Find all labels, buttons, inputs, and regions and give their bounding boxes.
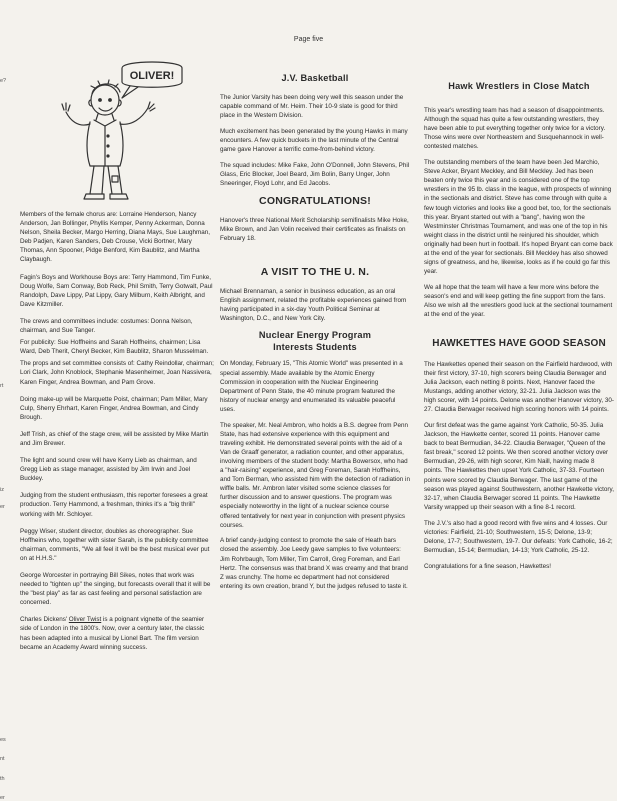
jv-basketball-paragraph: Much excitement has been generated by the young Hawks in many encounters. A few quick buckets in the last minute of the Central game gave Hanover a terrific come-from-behind victory. — [220, 127, 408, 154]
chorus-paragraph: Doing make-up will be Marquette Poist, chairman; Pam Miller, Mary Culp, Sherry Ehrhart, Karen Finger, Andrea Bowman, and Cindy Brough. — [20, 395, 208, 421]
chorus-paragraph-last — [20, 615, 215, 651]
wrestlers-paragraph: The outstanding members of the team have been Jed Marchio, Steve Acker, Bryant Meckley, and Bill Meckley. Jed has been beaten only twice this year and is considered one of the top wrestlers in the 95 lb. class in the league, with prospects of winning in the sectionals and district. Steve has come through with quite a few tough victories and looks like a good bet, too, for the sectionals this year. Bryant started out with a "bang", having won the Westminster Christmas Tournament, and was one of the top in his weight class in the district until he reinjured his shoulder, which originally had been hurt in football. It's hoped Bryant can come back at the end of the year for sectionals. Bill Meckley has also showed signs of greatness, and he, likewise, looks as if he could go far this year. — [424, 159, 613, 276]
congratulations-heading: CONGRATULATIONS! — [259, 194, 371, 207]
page-number: Page five — [293, 36, 324, 43]
margin-fragment: er — [0, 795, 5, 801]
chorus-last-pre: Charles Dickens' — [20, 616, 69, 624]
jv-basketball-paragraph: The Junior Varsity has been doing very well this season under the capable command of Mr. Heim. Their 10-9 slate is good for third place in the Western Division. — [220, 94, 404, 120]
nuclear-energy-paragraph: On Monday, February 15, "This Atomic World" was presented in a special assembly. Made available by the Atomic Energy Commission in cooperation with the Nuclear Engineering Department of Penn State, the 40 minute program featured the history of nuclear energy and enumerated its valuable peaceful uses. — [220, 360, 403, 413]
hawkettes-paragraph: The Hawkettes opened their season on the Fairfield hardwood, with their first victory, 37-10, high scorers being Claudia Berwager and Julia Jackson, each netting 8 points. Next, Hanover faced the Mustangs, adding another victory, 32-21. Julia Jackson was the high scorer, with 14 points. Delone was another Hanover victory, 30-27. Claudia Berwager received high scoring honors with 14 points. — [424, 360, 614, 414]
nuclear-energy-paragraph: A brief candy-judging contest to promote the sale of Heath bars closed the assembly. Joe Leedy gave samples to five volunteers: Jim Rohrbaugh, Tom Miller, Tim Carroll, Greg Foreman, and Earl Hertz. The consensus was that brand X was creamy and that brand Z was crunchy. The home ec department had not considered entering its own creation, brand Y, but the judges refused to taste it. — [220, 537, 408, 590]
chorus-paragraph: George Worcester in portraying Bill Sikes, notes that work was needed to "tighten up" the singing, but forecasts overall that it will be the "best play" as far as cast feeling and personal satisfaction are concerned. — [20, 572, 211, 607]
nuclear-energy-heading-line2: Interests Students — [273, 342, 357, 353]
speech-bubble-text: OLIVER! — [129, 70, 175, 82]
hawkettes-heading: HAWKETTES HAVE GOOD SEASON — [432, 337, 606, 349]
visit-un-paragraph: Michael Brennaman, a senior in business education, as an oral English assignment, related the profitable experiences gained from having participated in a six-day Youth Political Seminar at Washington, D.C., and New York City. — [220, 287, 407, 322]
margin-fragment: rt — [0, 383, 4, 389]
wrestlers-heading: Hawk Wrestlers in Close Match — [448, 81, 590, 91]
margin-fragment: er — [0, 504, 5, 510]
margin-fragment: e? — [0, 78, 7, 84]
nuclear-energy-heading-line1: Nuclear Energy Program — [258, 330, 372, 341]
chorus-paragraph: Jeff Trish, as chief of the stage crew, will be assisted by Mike Martin and Jim Brewer. — [20, 430, 209, 447]
visit-un-heading: A VISIT TO THE U. N. — [260, 265, 370, 278]
chorus-paragraph: Fagin's Boys and Workhouse Boys are: Terry Hammond, Tim Funke, Doug Wolfe, Sam Conway, Bob Reck, Phil Smith, Terry Gotwalt, Paul Randolph, Dave Lippy, Pat Lippy, Gary Milburn, Keith Albright, and Dave Kitzmiller. — [20, 273, 213, 308]
oliver-cartoon-illustration — [60, 58, 190, 208]
congratulations-paragraph: Hanover's three National Merit Scholarship semifinalists Mike Hoke, Mike Brown, and Jan Volin received their certificates as finalists on February 18. — [220, 216, 409, 242]
jv-basketball-paragraph: The squad includes: Mike Fake, John O'Donnell, John Stevens, Phil Glass, Eric Blocker, Joel Beard, Jim Bolin, Barry Unger, John Sneeringer, Floyd Lohr, and Ed Jacobs. — [220, 161, 410, 187]
column-right — [424, 80, 614, 577]
chorus-paragraph: The light and sound crew will have Kerry Lieb as chairman, and Gregg Lieb as stage manager, assisted by Jim Irwin and Joel Buckley. — [20, 457, 197, 483]
nuclear-energy-heading — [220, 329, 410, 353]
hawkettes-paragraph: The J.V.'s also had a good record with five wins and 4 losses. Our victories: Fairfield, 21-10; Southwestern, 15-5; Delone, 13-9; Delone, 17-7; Southwestern, 19-7. Our defeats: York Catholic, 16-2; Bermudian, 15-14; Bermudian, 14-13; York Catholic, 25-12. — [424, 519, 613, 554]
chorus-paragraph: The props and set committee consists of: Cathy Reindollar, chairman; Lori Clark, John Knoblock, Stephanie Masenheimer, Joan Nassivera, Karen Finger, Andrea Bowman, and Pam Grove. — [20, 360, 214, 386]
chorus-paragraph: The crews and committees include: costumes: Donna Nelson, chairman, and Sue Tanger. — [20, 317, 193, 335]
book-title: Oliver Twist — [68, 616, 102, 624]
chorus-paragraph: Members of the female chorus are: Lorraine Henderson, Nancy Anderson, Jan Bollinger, Phyllis Kemper, Penny Ackerman, Donna Nelson, Sheila Becker, Margo Herring, Diana Mays, Sue Laughman, Deb Padjen, Karen Sanders, Deb Crouse, Vicki Bortner, Mary Thomas, Ann Spooner, Pidge Benford, Kim Baublitz, and Martha Claybaugh. — [20, 211, 211, 264]
wrestlers-paragraph: This year's wrestling team has had a season of disappointments. Although the squad has quite a few outstanding wrestlers, they have been able to put everything together only twice for a victory. Those wins were over Northeastern and Susquehannock in well-contested matches. — [424, 107, 606, 151]
hawkettes-paragraph: Our first defeat was the game against York Catholic, 50-35. Julia Jackson, the Hawkette center, scored 11 points. Hanover came back to beat Bermudian, 34-22. Claudia Berwager, "Queen of the fast break," scored 12 points. We then scored another victory over Bermudian, 29-26, with high scorer, Kim Naill, having made 8 points. The Hawkettes then upset York Catholic, 37-33. Fourteen points were scored by Claudia Berwager. The last game of the season was played against Southwestern, another Hawkette victory, 32-17, when Claudia Berwager scored 11 points. The Hawkette Varsity wrapped up their season with a fine 8-1 record. — [424, 422, 614, 511]
chorus-paragraph: For publicity: Sue Hoffheins and Sarah Hoffheins, chairmen; Lisa Ward, Deb Therit, Cheryl Becker, Kim Baublitz, Sharon Musselman. — [20, 339, 209, 356]
nuclear-energy-paragraph: The speaker, Mr. Neal Ambron, who holds a B.S. degree from Penn State, has had extensive experience with this equipment and traveling exhibit. He demonstrated several points with the aid of a Van de Graaff generator, a radiation counter, and other apparatus, involving members of the student body: Martha Bowersox, who had a "hair-raising" experience, and Greg Foreman, Sarah Hoffheins, and Tom Berman, who assisted him with the detection of radiation in wiffle balls. Mr. Ambron later visited some science classes for further discussion and to answer questions. The program was especially noteworthy in the light of a nuclear science course offered tentatively for next year in conjunction with present physics courses. — [220, 421, 410, 529]
column-middle — [220, 72, 410, 598]
margin-fragment: iz — [0, 487, 4, 493]
margin-fragment: nt — [0, 756, 5, 762]
column-left — [20, 210, 215, 660]
margin-fragment: th — [0, 776, 5, 782]
margin-fragment: es — [0, 737, 6, 743]
wrestlers-paragraph: We all hope that the team will have a few more wins before the season's end and will keep getting the fine support from the fans. Also we wish all the wrestlers good luck at the sectional tournament at the end of the year. — [424, 283, 613, 319]
chorus-paragraph: Peggy Wiser, student director, doubles as choreographer. Sue Hoffheins who, together with sister Sarah, is the publicity committee chairman, comments, "We all feel it will be the best musical ever put on at H.H.S." — [20, 527, 210, 562]
hawkettes-paragraph: Congratulations for a fine season, Hawkettes! — [424, 562, 552, 570]
jv-basketball-heading: J.V. Basketball — [281, 73, 349, 83]
chorus-paragraph: Judging from the student enthusiasm, this reporter foresees a great production. Terry Hammond, a freshman, thinks it's a "big thrill" working with Mr. Schloyer. — [20, 492, 208, 518]
chorus-last-post: is a poignant vignette of the seamier side of London in the 1800's. Now, over a century later, the classic has been adapted into a musical by Lionel Bart. The film version became an Academy Award winning success. — [20, 616, 205, 651]
